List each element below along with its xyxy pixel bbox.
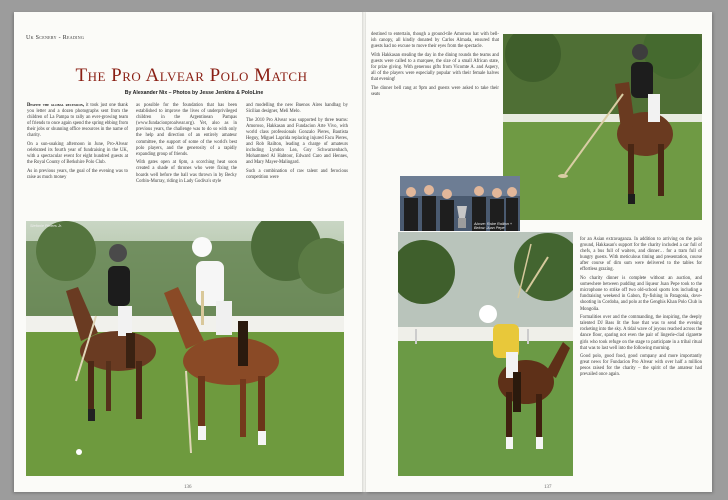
left-page (14, 12, 364, 492)
text-column-2 (136, 103, 237, 187)
paragraph-text: On a sun-soaking afternoon in June, Pro-Alvear celebrated its fourth year of fundraising in the UK, with a spectacular event for eight hundred guests at the Royal County of Berkshire Polo Club. (27, 142, 128, 166)
paragraph (136, 103, 237, 158)
text-column-1 (27, 103, 128, 184)
paragraph (580, 315, 702, 352)
paragraph (27, 103, 128, 140)
polo-match-photo (26, 221, 344, 476)
group-photo (400, 176, 520, 231)
right-page (366, 12, 712, 492)
paragraph (246, 118, 348, 167)
section-label: Uk Scenery - Reading (26, 35, 85, 41)
lead-in: Despite the global recession, (27, 103, 85, 108)
paragraph (580, 237, 702, 274)
paragraph-text: With gates open at 6pm, a scorching heat soon created a shade of thrones who were fixing the boards well before the ball was thrown in by Becky Corbin-Murray, riding in Lady Godiva's style (136, 160, 237, 184)
polo-players-illustration (26, 221, 344, 476)
text-column-3 (246, 103, 348, 184)
paragraph-text: and modelling the new Buenos Aires handbag by Sicilian designer, Meli Melo. (246, 103, 348, 115)
article-title: The Pro Alvear Polo Match (75, 65, 308, 86)
paragraph-text: The dinner bell rang at 9pm and guests were asked to take their seats (371, 85, 499, 97)
paragraph (136, 160, 237, 184)
polo-rider-photo (503, 34, 702, 220)
page-number-left: 136 (184, 485, 192, 490)
paragraph-text: it took just one thank you letter and a dozen photographs sent from the children of La Pampa to rally an ever-growing team of friends to once again spend the spring ebbing from their jobs or shunning office resources in the name of charity. (27, 103, 128, 139)
paragraph-text: Formalities over and the commanding, the inspiring, the deeply talented DJ Bass lit the fuse that was to send the evening rocketing into the sky. A tidal wave of joyous reached across the dance floor, sparing not even the pair of lingerie-clad cigarette girls who took refuge on the stage to participate in a tribal ritual that was to last well into the following morning. (580, 315, 702, 351)
paragraph (371, 86, 499, 98)
paragraph-text: No charity dinner is complete without an auction, and somewhere between pudding and liqueur Juan Pepe took to the microphone to strike off two old-school sports lots including a fundraising weekend in Gabon, fly-fishing in Patagonia, dove-shooting in Cordoba, and polo at the Genghis Khan Polo Club in Mongolia. (580, 276, 702, 312)
photo-credit: Above: Rabe Railton + Below: Juan Pepe (474, 222, 513, 230)
paragraph (246, 169, 348, 181)
paragraph (371, 53, 499, 83)
paragraph-text: Such a combination of raw talent and ferocious competition were (246, 168, 348, 181)
paragraph (580, 354, 702, 378)
paragraph-text: destined to entertain, though a ground-tile Amoroso hat with bell-ish canopy, all kindly donated by Carlos Almada, ensured that guests had no excuse to move their eyes from the spectacle. (371, 32, 499, 50)
paragraph-text: As in previous years, the goal of the evening was to raise as much money (27, 168, 128, 181)
paragraph (27, 142, 128, 166)
paragraph-text: Good polo, good food, good company and more importantly great news for Fundacion Pro Alvear with over half a million pesos raised for the charity – the spirit of the amateur had prevailed once again. (580, 354, 702, 378)
photo-credit: Stefanie Pieters Jr. (30, 224, 62, 228)
paragraph (27, 169, 128, 181)
paragraph-text: for an Asian extravaganza. In addition to arriving on the polo ground, Hakkasan's support for the charity included a car full of chefs, a bus full of waiters, and dinner… for a tram full of hungry guests. With meticulous timing and presentation, course after course of dim sum were delivered to the tables for effortless grazing. (580, 237, 702, 273)
paragraph (246, 103, 348, 115)
paragraph-text: With Hakkasan stealing the day in the dining rounds the teams and guests were called to a marquee, the size of a small African state, for prize giving. With generous gifts from Vicomte A. and Aspery, all of the players were especially popular with their female halves that evening! (371, 52, 499, 83)
article-byline: By Alexander Nix – Photos by Jesse Jenkins & PoloLine (124, 90, 264, 96)
single-rider-illustration (503, 34, 702, 220)
yellow-rider-illustration (398, 232, 573, 476)
paragraph-text: The 2010 Pro Alvear was supported by three teams: Amoroso, Hakkasan and Fundacion Arte Vivo, with world class professionals Gonzalo Pieres, Bautista Heguy, Miguel Laprida replacing injured Facu Pieres, and Rob Railton, leading a charge of amateurs including Lyndon Lea, Guy Schwarzenbach, Mohammed Al Habtoor, Edward Caro and Hennes, and Mary Mayer-Malingard. (246, 117, 348, 166)
text-column-5 (580, 237, 702, 381)
paragraph-text: as possible for the foundation that has been established to improve the lives of underprivileged children in the Argentinean Pampas (www.fundacionproalvear.org). Yet, also as in previous years, the challenge was to do so with only the help and direction of an entirely amateur committee, the support of some of the world's best polo players, and the generosity of a rapidly expanding group of friends. (136, 103, 237, 157)
paragraph (371, 32, 499, 50)
text-column-4 (371, 32, 499, 100)
polo-action-photo (398, 232, 573, 476)
page-number-right: 137 (544, 485, 552, 490)
paragraph (580, 276, 702, 313)
